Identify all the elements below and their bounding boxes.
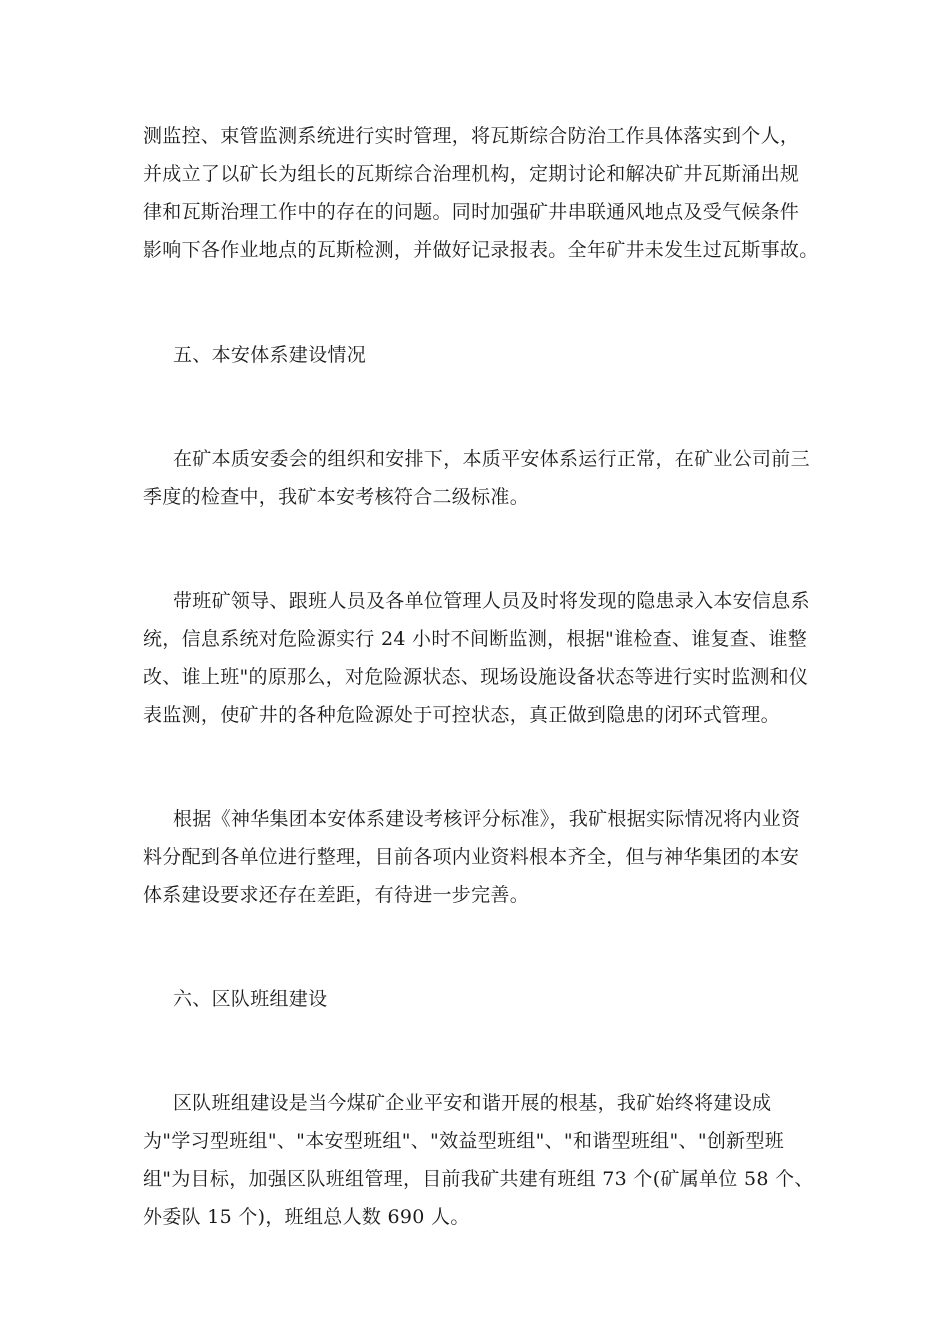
text-line: 影响下各作业地点的瓦斯检测，并做好记录报表。全年矿井未发生过瓦斯事故。 [143, 239, 819, 261]
text-line: 统，信息系统对危险源实行 24 小时不间断监测，根据"谁检查、谁复查、谁整 [143, 628, 808, 650]
text-line: 改、谁上班"的原那么，对危险源状态、现场设施设备状态等进行实时监测和仪 [143, 666, 809, 688]
section-heading: 六、区队班组建设 [173, 988, 328, 1010]
text-line: 料分配到各单位进行整理，目前各项内业资料根本齐全，但与神华集团的本安 [143, 846, 800, 868]
text-line: 测监控、束管监测系统进行实时管理，将瓦斯综合防治工作具体落实到个人， [143, 125, 800, 147]
text-line: 体系建设要求还存在差距，有待进一步完善。 [143, 884, 530, 906]
text-line: 根据《神华集团本安体系建设考核评分标准》，我矿根据实际情况将内业资 [173, 808, 801, 830]
text-line: 律和瓦斯治理工作中的存在的问题。同时加强矿井串联通风地点及受气候条件 [143, 201, 800, 223]
text-line: 季度的检查中，我矿本安考核符合二级标准。 [143, 486, 530, 508]
text-line: 并成立了以矿长为组长的瓦斯综合治理机构，定期讨论和解决矿井瓦斯涌出规 [143, 163, 800, 185]
text-line: 带班矿领导、跟班人员及各单位管理人员及时将发现的隐患录入本安信息系 [173, 590, 810, 612]
section-heading: 五、本安体系建设情况 [173, 344, 367, 366]
text-line: 表监测，使矿井的各种危险源处于可控状态，真正做到隐患的闭环式管理。 [143, 704, 780, 726]
text-line: 为"学习型班组"、"本安型班组"、"效益型班组"、"和谐型班组"、"创新型班 [143, 1130, 785, 1152]
text-line: 在矿本质安委会的组织和安排下，本质平安体系运行正常，在矿业公司前三 [173, 448, 810, 470]
text-line: 区队班组建设是当今煤矿企业平安和谐开展的根基，我矿始终将建设成 [173, 1092, 772, 1114]
text-line: 外委队 15 个)，班组总人数 690 人。 [143, 1206, 470, 1228]
text-line: 组"为目标，加强区队班组管理，目前我矿共建有班组 73 个(矿属单位 58 个、 [143, 1168, 814, 1190]
